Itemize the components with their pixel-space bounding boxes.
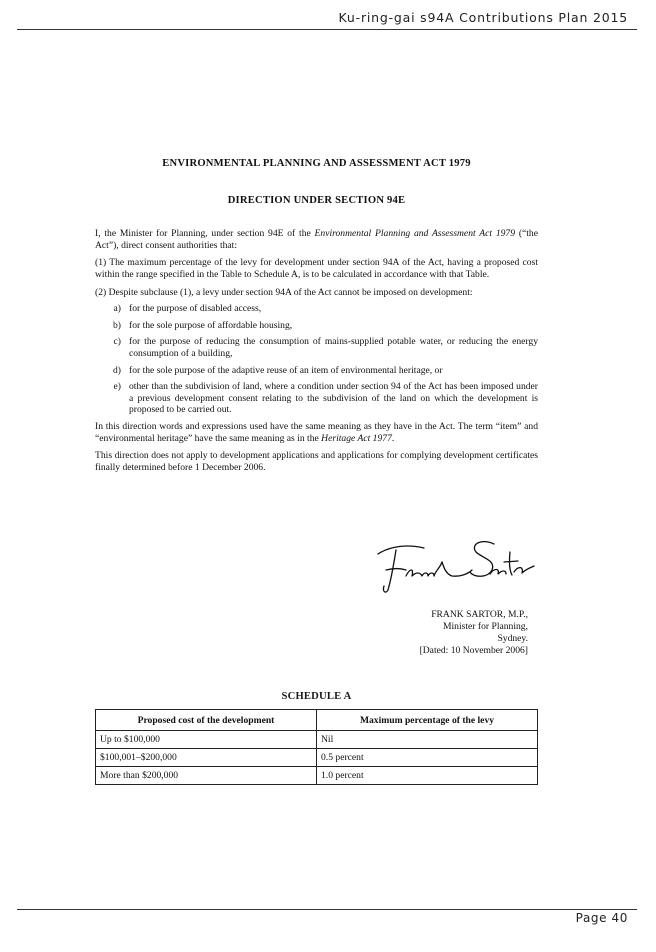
- list-item-text: for the sole purpose of affordable housing,: [129, 319, 293, 331]
- signatory-name: FRANK SARTOR, M.P.,: [431, 609, 528, 620]
- column-header: Maximum percentage of the levy: [317, 710, 538, 731]
- table-header-row: [96, 710, 538, 731]
- handwritten-signature: [372, 532, 538, 596]
- list-item: [95, 336, 538, 359]
- list-item: [95, 381, 538, 416]
- list-item-text: other than the subdivision of land, where a condition under section 94 of the Act has been imposed under a previous development consent relating to the subdivision of the land on which the development is proposed to be carried out.: [129, 381, 538, 416]
- signatory-place: Sydney.: [497, 633, 528, 644]
- list-item-text: for the purpose of disabled access,: [129, 303, 262, 315]
- document-title: ENVIRONMENTAL PLANNING AND ASSESSMENT ACT 1979: [162, 158, 471, 169]
- heritage-act-italic: Heritage Act 1977: [321, 432, 392, 444]
- list-item-label: b): [113, 319, 121, 331]
- list-item-label: a): [113, 303, 121, 315]
- list-item-label: c): [113, 336, 121, 348]
- list-item-label: d): [113, 364, 121, 376]
- signature-date: [Dated: 10 November 2006]: [419, 645, 528, 656]
- table-row: [96, 749, 538, 767]
- schedule-table: [95, 709, 538, 785]
- running-header: Ku-ring-gai s94A Contributions Plan 2015: [338, 10, 628, 25]
- schedule-title: SCHEDULE A: [281, 691, 352, 702]
- definitions-text-start: In this direction words and expressions used have the same meaning as they have in the Act. The term “item” and “environmental heritage” have the same meaning as in the: [95, 420, 538, 444]
- direction-document: [95, 158, 538, 473]
- list-item: [95, 320, 538, 332]
- table-row: [96, 731, 538, 749]
- intro-text-start: I, the Minister for Planning, under section 94E of the: [95, 228, 315, 240]
- table-cell: $100,001–$200,000: [96, 749, 317, 767]
- list-item: [95, 303, 538, 315]
- page-number: Page 40: [575, 911, 628, 925]
- header-divider: [17, 29, 637, 30]
- exemption-list: [95, 303, 538, 416]
- list-item-text: for the sole purpose of the adaptive reuse of an item of environmental heritage, or: [129, 364, 443, 376]
- act-title-italic: Environmental Planning and Assessment Act 1979: [314, 228, 516, 240]
- definitions-text-end: .: [391, 432, 395, 444]
- clause-2: (2) Despite subclause (1), a levy under section 94A of the Act cannot be imposed on development:: [95, 286, 473, 298]
- table-cell: 1.0 percent: [317, 767, 538, 785]
- signatory-role: Minister for Planning,: [442, 621, 528, 632]
- table-row: [96, 767, 538, 785]
- clause-1: (1) The maximum percentage of the levy for development under section 94A of the Act, having a proposed cost within the range specified in the Table to Schedule A, is to be calculated in accordance with that Table.: [95, 257, 538, 280]
- intro-text-end: (“the Act”), direct consent authorities that:: [95, 228, 538, 251]
- table-cell: Nil: [317, 731, 538, 749]
- list-item-text: for the purpose of reducing the consumption of mains-supplied potable water, or reducing the energy consumption of a building,: [129, 336, 538, 359]
- table-cell: 0.5 percent: [317, 749, 538, 767]
- applicability-paragraph: This direction does not apply to development applications and applications for complying development certificates finally determined before 1 December 2006.: [95, 450, 538, 473]
- document-subtitle: DIRECTION UNDER SECTION 94E: [227, 194, 406, 206]
- signature-block: [360, 609, 528, 657]
- definitions-paragraph: [95, 421, 538, 444]
- signature-text: Frank Sartor: [373, 590, 400, 595]
- intro-paragraph: [95, 228, 538, 251]
- column-header: Proposed cost of the development: [96, 710, 317, 731]
- table-cell: Up to $100,000: [96, 731, 317, 749]
- list-item-label: e): [113, 381, 121, 393]
- footer-divider: [17, 909, 637, 910]
- table-cell: More than $200,000: [96, 767, 317, 785]
- list-item: [95, 365, 538, 377]
